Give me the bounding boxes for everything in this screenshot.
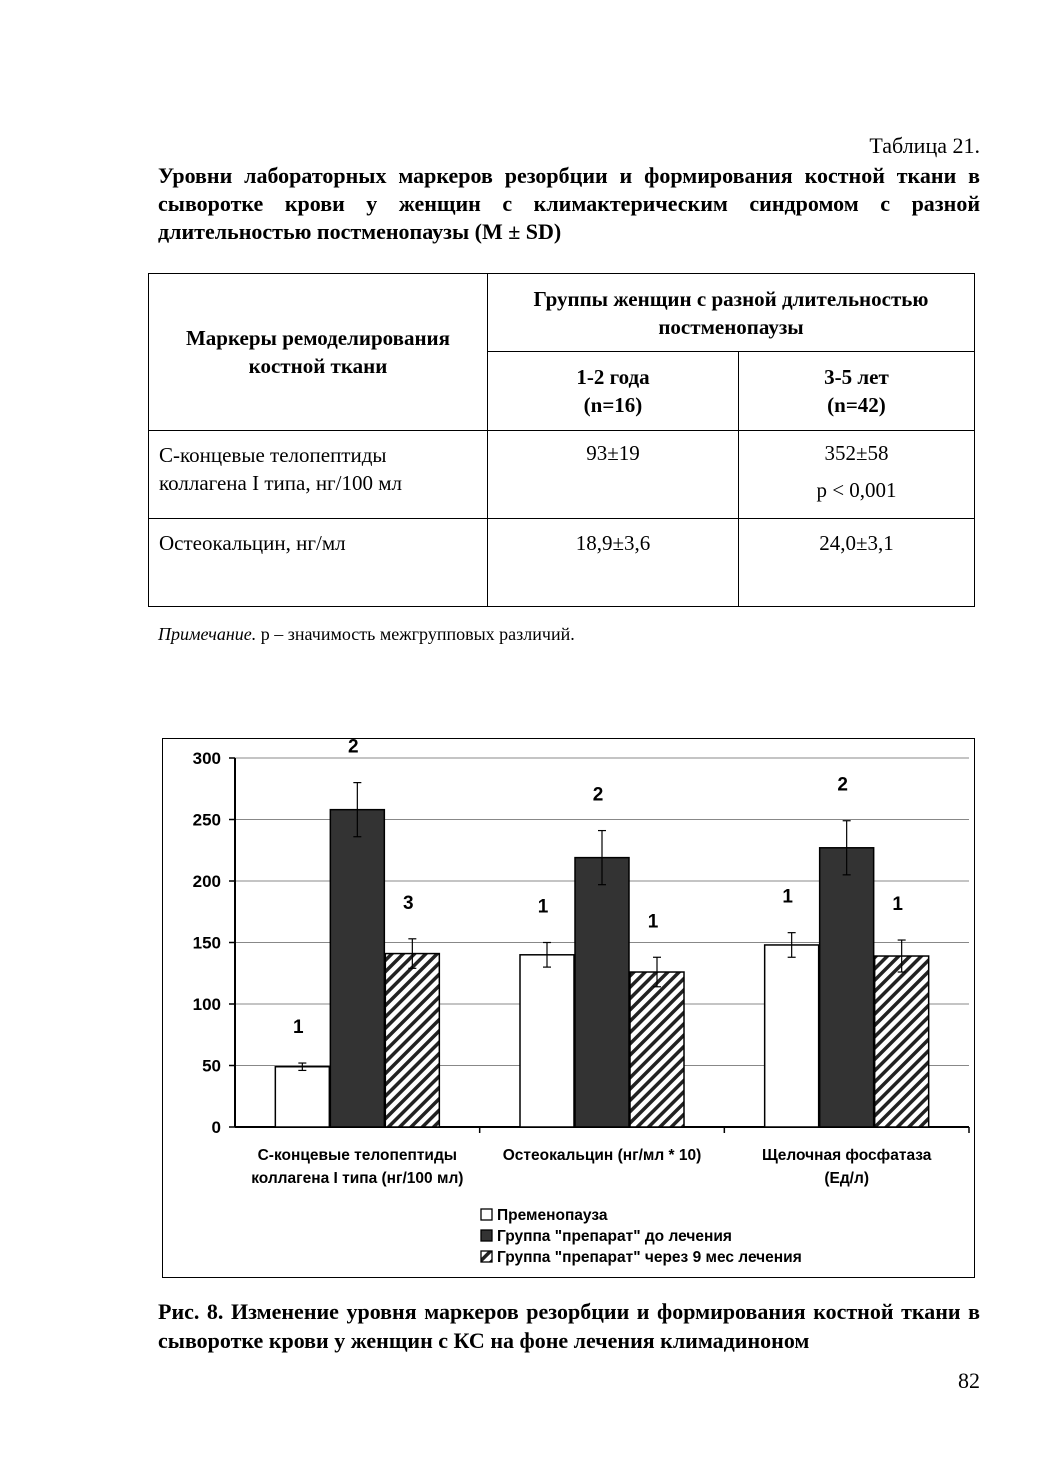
significance-label: 2 <box>348 739 359 758</box>
bar <box>630 972 684 1127</box>
x-category-label: Остеокальцин (нг/мл * 10) <box>502 1147 702 1164</box>
bar <box>765 945 819 1127</box>
y-tick-label: 50 <box>202 1056 221 1076</box>
legend-swatch <box>481 1209 492 1220</box>
table-row <box>149 519 975 607</box>
bar <box>385 954 439 1127</box>
chart-svg <box>163 739 974 1277</box>
y-tick-label: 100 <box>192 995 221 1014</box>
row-value-1: 93±19 <box>488 431 739 519</box>
y-tick-label: 250 <box>192 810 221 830</box>
header-groups: Группы женщин с разной длительностью постменопаузы <box>488 274 975 352</box>
bar <box>820 848 874 1127</box>
row-value-1: 18,9±3,6 <box>488 519 739 607</box>
bar <box>875 956 929 1127</box>
y-tick-label: 150 <box>192 933 221 953</box>
significance-label: 1 <box>782 886 793 908</box>
header-col1: 1-2 года (n=16) <box>488 352 739 431</box>
bar <box>330 810 384 1127</box>
legend-label: Группа "препарат" до лечения <box>497 1228 732 1245</box>
table-note <box>158 624 575 645</box>
note-label: Примечание. <box>158 624 257 644</box>
y-tick-label: 0 <box>211 1118 221 1137</box>
legend-label: Группа "препарат" через 9 мес лечения <box>497 1249 802 1266</box>
x-category-label: Щелочная фосфатаза <box>761 1147 932 1164</box>
y-tick-label: 200 <box>192 872 221 891</box>
row-marker: С-концевые телопептиды коллагена I типа, нг/100 мл <box>149 431 488 519</box>
significance-label: 2 <box>592 784 604 806</box>
legend-label: Пременопауза <box>497 1207 608 1224</box>
header-markers: Маркеры ремоделирования костной ткани <box>149 274 488 431</box>
note-text: р – значимость межгрупповых различий. <box>256 624 575 644</box>
bar <box>575 858 629 1127</box>
significance-label: 1 <box>293 1017 304 1039</box>
header-col2: 3-5 лет (n=42) <box>739 352 975 431</box>
legend-swatch <box>481 1230 492 1241</box>
row-marker: Остеокальцин, нг/мл <box>149 519 488 607</box>
bar <box>275 1067 329 1127</box>
data-table <box>148 273 975 607</box>
y-tick-label: 300 <box>192 749 221 768</box>
x-category-label: С-концевые телопептиды <box>257 1147 458 1164</box>
significance-label: 3 <box>403 892 414 914</box>
significance-label: 2 <box>837 774 848 796</box>
significance-label: 1 <box>537 896 549 918</box>
bar-chart <box>162 738 975 1278</box>
row-value-2: 352±58 p < 0,001 <box>739 431 975 519</box>
legend-swatch <box>481 1251 492 1262</box>
significance-label: 1 <box>647 911 659 933</box>
figure-caption: Рис. 8. Изменение уровня маркеров резорбции и формирования костной ткани в сыворотке крови у женщин с КС на фоне лечения климадиноном <box>158 1299 980 1353</box>
significance-label: 1 <box>892 894 903 916</box>
x-category-label: коллагена I типа (нг/100 мл) <box>251 1170 464 1187</box>
table-title: Уровни лабораторных маркеров резорбции и формирования костной ткани в сыворотке крови у женщин с климактерическим синдромом с разной длительностью постменопаузы (M ± SD) <box>158 163 980 244</box>
table-row <box>149 431 975 519</box>
p-value-note: p < 0,001 <box>816 478 897 502</box>
row-value-2: 24,0±3,1 <box>739 519 975 607</box>
bar <box>520 955 574 1127</box>
page-number: 82 <box>958 1368 980 1393</box>
x-category-label: (Ед/л) <box>824 1170 869 1187</box>
table-number: Таблица 21. <box>869 133 980 158</box>
